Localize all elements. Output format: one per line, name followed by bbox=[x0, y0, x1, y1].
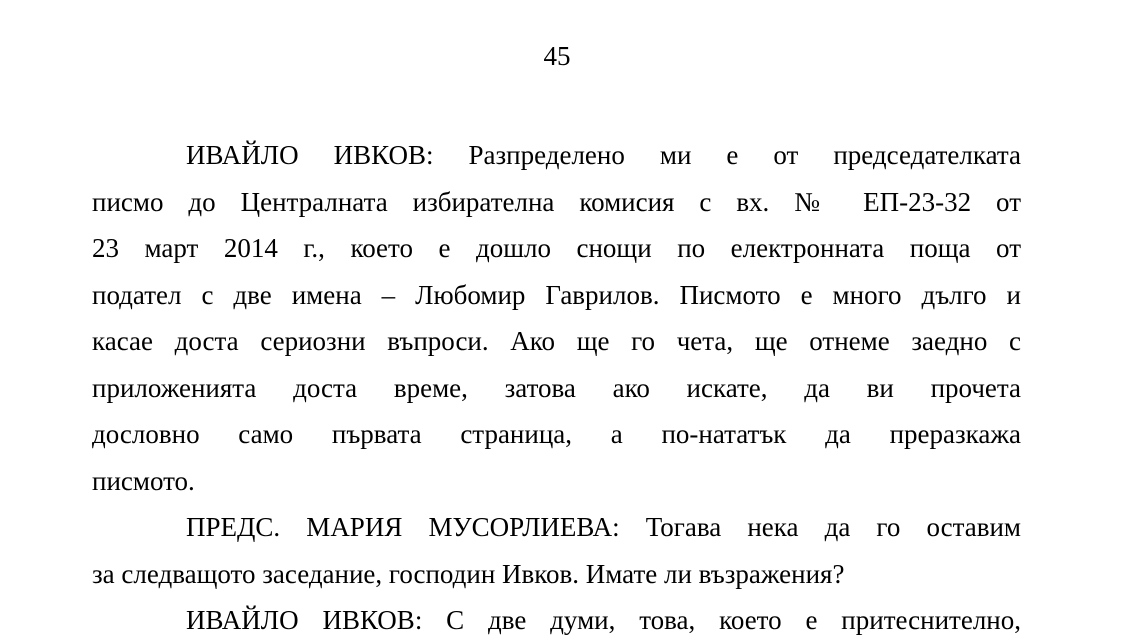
paragraph-musorlieva-reply bbox=[92, 504, 1021, 597]
paragraph-ivkov-letter bbox=[92, 132, 1021, 504]
text-line: подател с две имена – Любомир Гаврилов. Писмото е много дълго и bbox=[92, 279, 1021, 310]
page-number: 45 bbox=[543, 41, 571, 71]
text-line: писмо до Централната избирателна комисия с вх. № ЕП-23-32 от bbox=[92, 186, 1021, 217]
text-line: 23 март 2014 г., което е дошло снощи по електронната поща от bbox=[92, 233, 1021, 263]
text-line: за следващото заседание, господин Ивков. Имате ли възражения? bbox=[92, 558, 845, 589]
text-line: приложенията доста време, затова ако искате, да ви прочета bbox=[92, 372, 1021, 403]
paragraph-ivkov-continuation bbox=[92, 597, 1021, 644]
text-line: дословно само първата страница, а по-нататък да преразкажа bbox=[92, 419, 1021, 449]
text-line: ИВАЙЛО ИВКОВ: С две думи, това, което е притеснително, bbox=[186, 605, 1021, 635]
text-line: ИВАЙЛО ИВКОВ: Разпределено ми е от председателката bbox=[186, 140, 1021, 170]
text-line: писмото. bbox=[92, 465, 195, 496]
text-line: ПРЕДС. МАРИЯ МУСОРЛИЕВА: Тогава нека да го оставим bbox=[186, 512, 1021, 542]
document-body bbox=[92, 132, 1021, 644]
text-line: касае доста сериозни въпроси. Ако ще го чета, ще отнеме заедно с bbox=[92, 326, 1021, 356]
